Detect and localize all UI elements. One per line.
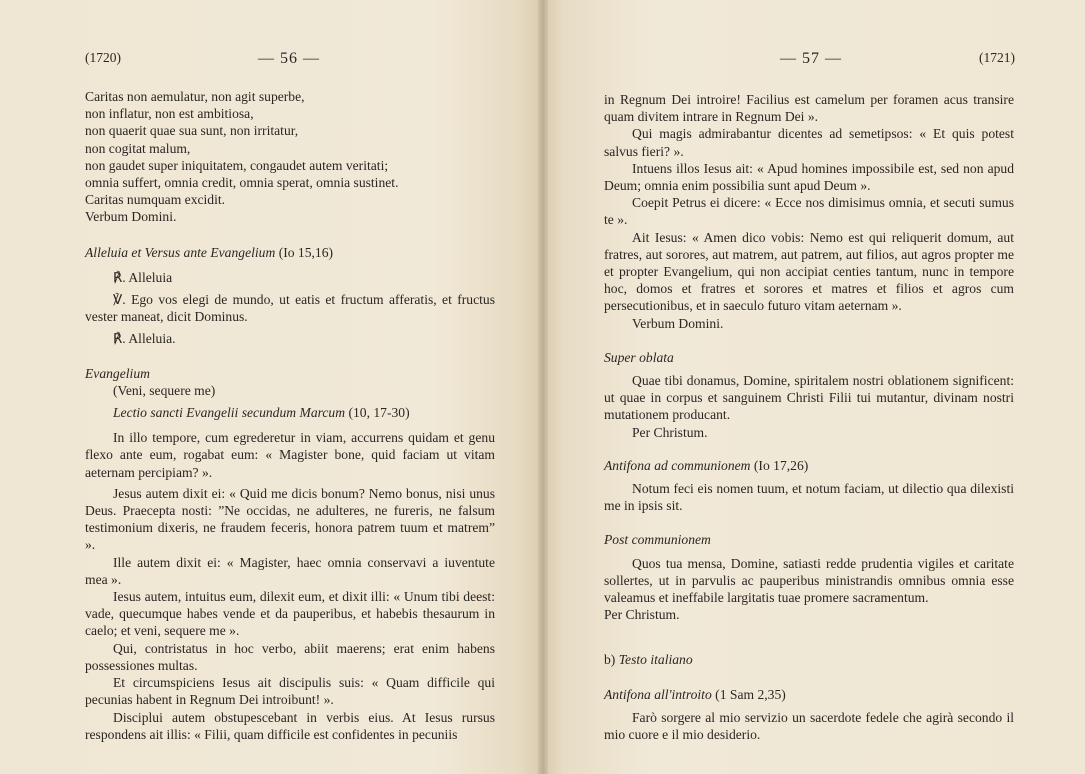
communion-reference: (Io 17,26)	[753, 457, 809, 473]
alleluia-reference: (Io 15,16)	[278, 244, 334, 260]
verse-line: omnia suffert, omnia credit, omnia sperat, omnia sustinet.	[85, 175, 399, 191]
gospel-paragraph: In illo tempore, cum egrederetur in viam, accurrens quidam et genu flexo ante eum, rogabat eum: « Magister bone, quid faciam ut vitam aeternam percipiam? ».	[85, 430, 495, 480]
introit-title: Antifona all'introito	[604, 686, 712, 702]
post-communion-title: Post communionem	[604, 532, 711, 548]
super-oblata-closing: Per Christum.	[632, 424, 708, 440]
post-communion-text: Quos tua mensa, Domine, satiasti redde prudentia vigiles et caritate sollertes, ut in parvulis ac pauperibus ministrandis omnibus omnia esse valeamus et ineffabile largitatis tuae promere sacramentum.	[604, 555, 1014, 606]
left-header-number: (1720)	[85, 50, 121, 65]
introit-text: Farò sorgere al mio servizio un sacerdote fedele che agirà secondo il mio cuore e il mio desiderio.	[604, 709, 1014, 743]
lectio-title: Lectio sancti Evangelii secundum Marcum	[113, 405, 346, 421]
section-b-title: Testo italiano	[618, 652, 693, 668]
verse-line: Verbum Domini.	[85, 209, 177, 225]
gospel-paragraph: Jesus autem dixit ei: « Quid me dicis bonum? Nemo bonus, nisi unus Deus. Praecepta nosti: ”Ne occidas, ne adulteres, ne fureris, ne falsum testimonium dixeris, ne fraudem feceris, honora patrem tuum et matrem” ».	[85, 485, 495, 553]
lectio-reference: (10, 17-30)	[348, 405, 410, 421]
introit-reference: (1 Sam 2,35)	[715, 686, 786, 702]
gospel-paragraph: Ille autem dixit ei: « Magister, haec omnia conservavi a iuventute mea ».	[85, 554, 495, 587]
gospel-paragraph: Intuens illos Iesus ait: « Apud homines impossibile est, sed non apud Deum; omnia enim possibilia sunt apud Deum ».	[604, 160, 1014, 194]
gospel-paragraph: Disciplui autem obstupescebant in verbis eius. At Iesus rursus respondens ait illis: « Filii, quam difficile est confidentes in pecuniis	[85, 709, 495, 742]
verse-block	[85, 88, 495, 226]
lectio-heading	[85, 404, 495, 421]
gospel-paragraph: Qui, contristatus in hoc verbo, abiit maerens; erat enim habens possessiones multas.	[85, 640, 495, 673]
verse-line: non quaerit quae sua sunt, non irritatur,	[85, 123, 299, 139]
communion-heading	[604, 457, 1014, 474]
super-oblata-title: Super oblata	[604, 349, 674, 365]
left-page	[0, 0, 542, 774]
section-b-label: b)	[604, 652, 616, 668]
gospel-closing: Verbum Domini.	[632, 315, 724, 331]
evangelium-title: Evangelium	[85, 365, 150, 381]
evangelium-subtitle: (Veni, sequere me)	[113, 382, 216, 398]
alleluia-versicle: ℣. Ego vos elegi de mundo, ut eatis et fructum afferatis, et fructus vester maneat, dicit Dominus.	[85, 292, 495, 325]
gospel-paragraph: Coepit Petrus ei dicere: « Ecce nos dimisimus omnia, et secuti sumus te ».	[604, 195, 1014, 228]
post-communion-closing: Per Christum.	[604, 607, 680, 623]
gospel-paragraph: Et circumspiciens Iesus ait discipulis suis: « Quam difficile qui pecunias habent in Regnum Dei introibunt! ».	[85, 675, 495, 708]
alleluia-response: ℟. Alleluia.	[113, 331, 176, 347]
section-b-heading	[604, 651, 1014, 668]
gospel-paragraph: in Regnum Dei introire! Facilius est camelum per foramen acus transire quam divitem intrare in Regnum Dei ».	[604, 92, 1014, 125]
gospel-paragraph: Iesus autem, intuitus eum, dilexit eum, et dixit illi: « Unum tibi deest: vade, quecumque habes vende et da pauperibus, et habebis thesaurum in caelo; et veni, sequere me ».	[85, 589, 495, 639]
communion-text: Notum feci eis nomen tuum, et notum faciam, ut dilectio qua dilexisti me in ipsis sit.	[604, 481, 1014, 514]
verse-line: Caritas non aemulatur, non agit superbe,	[85, 89, 305, 104]
right-page	[542, 0, 1085, 774]
communion-title: Antifona ad communionem	[604, 457, 751, 473]
alleluia-title: Alleluia et Versus ante Evangelium	[85, 244, 276, 260]
gospel-paragraph: Qui magis admirabantur dicentes ad semetipsos: « Et quis potest salvus fieri? ».	[604, 126, 1014, 159]
verse-line: non inflatur, non est ambitiosa,	[85, 106, 254, 122]
super-oblata-text: Quae tibi donamus, Domine, spiritalem nostri oblationem significent: ut quae in corpus et sanguinem Christi Filii tui mutantur, divinam nostri mutationem producant.	[604, 373, 1014, 423]
right-header-number: (1721)	[979, 50, 1015, 65]
alleluia-heading	[85, 244, 495, 261]
verse-line: non gaudet super iniquitatem, congaudet autem veritati;	[85, 157, 389, 173]
right-page-number: — 57 —	[780, 50, 842, 67]
book-gutter	[538, 0, 548, 774]
left-column	[85, 88, 495, 743]
alleluia-response: ℟. Alleluia	[113, 269, 173, 285]
verse-line: Caritas numquam excidit.	[85, 192, 226, 208]
gospel-paragraph: Ait Iesus: « Amen dico vobis: Nemo est qui reliquerit domum, aut fratres, aut sorores, aut matrem, aut patrem, aut filios, aut agros propter me et propter Evangelium, qui non accipiat centies tantum, nunc in tempore hoc, domos et fratres et sorores et matres et filios et agros cum persecutionibus, et in saeculo futuro vitam aeternam ».	[604, 229, 1014, 314]
introit-heading	[604, 686, 1014, 703]
verse-line: non cogitat malum,	[85, 140, 191, 156]
left-page-number: — 56 —	[258, 50, 320, 67]
right-column	[604, 91, 1014, 743]
